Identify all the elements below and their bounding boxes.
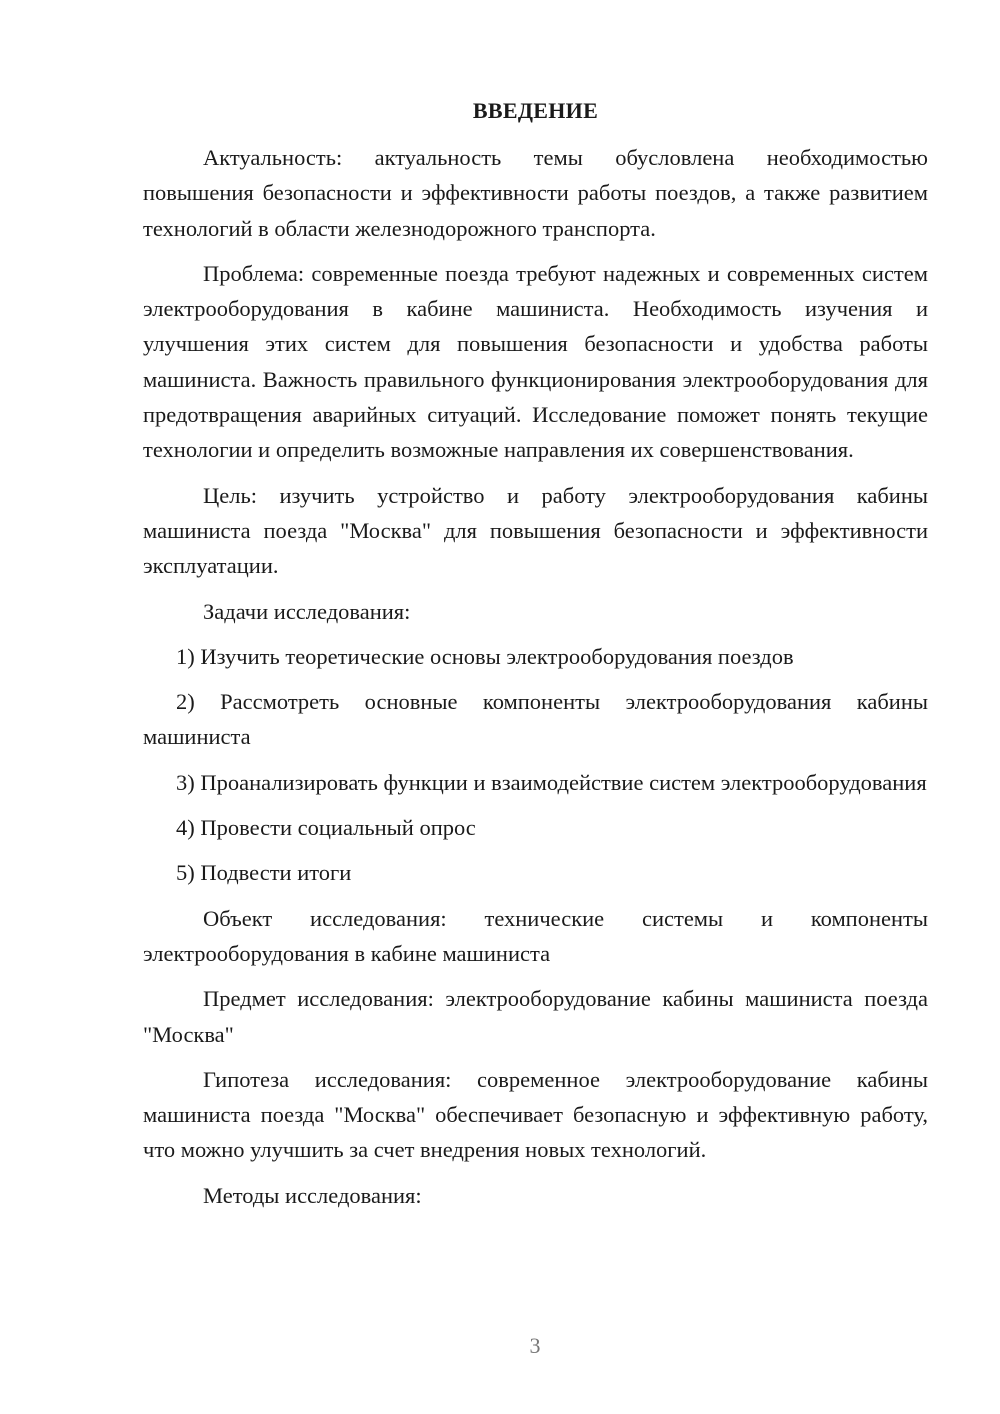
paragraph-object: Объект исследования: технические системы и компоненты электрооборудования в кабине машиниста [143, 905, 928, 966]
task-item: 1) Изучить теоретические основы электрооборудования поездов [176, 643, 794, 669]
paragraph-relevance: Актуальность: актуальность темы обусловлена необходимостью повышения безопасности и эффективности работы поездов, а также развитием технологий в области железнодорожного транспорта. [143, 145, 928, 241]
section-title: ВВЕДЕНИЕ [472, 98, 599, 123]
paragraph-goal: Цель: изучить устройство и работу электрооборудования кабины машиниста поезда "Москва" для повышения безопасности и эффективности эксплуатации. [143, 482, 928, 579]
document-body [143, 140, 928, 1223]
page-number: 3 [529, 1333, 541, 1358]
task-item: 5) Подвести итоги [176, 860, 352, 886]
paragraph-tasks-heading: Задачи исследования: [203, 598, 411, 624]
paragraph-subject: Предмет исследования: электрооборудование кабины машиниста поезда "Москва" [143, 986, 928, 1047]
task-item: 2) Рассмотреть основные компоненты электрооборудования кабины машиниста [143, 689, 928, 750]
paragraph-hypothesis: Гипотеза исследования: современное электрооборудование кабины машиниста поезда "Москва" обеспечивает безопасную и эффективную работу, что можно улучшить за счет внедрения новых технологий. [143, 1066, 928, 1163]
task-item: 3) Проанализировать функции и взаимодействие систем электрооборудования [176, 769, 927, 795]
paragraph-methods: Методы исследования: [203, 1182, 422, 1208]
task-item: 4) Провести социальный опрос [176, 815, 476, 841]
paragraph-problem: Проблема: современные поезда требуют надежных и современных систем электрооборудования в кабине машиниста. Необходимость изучения и улучшения этих систем для повышения безопасности и удобства работы машиниста. Важность правильного функционирования электрооборудования для предотвращения аварийных ситуаций. Исследование поможет понять текущие технологии и определить возможные направления их совершенствования. [143, 260, 928, 463]
